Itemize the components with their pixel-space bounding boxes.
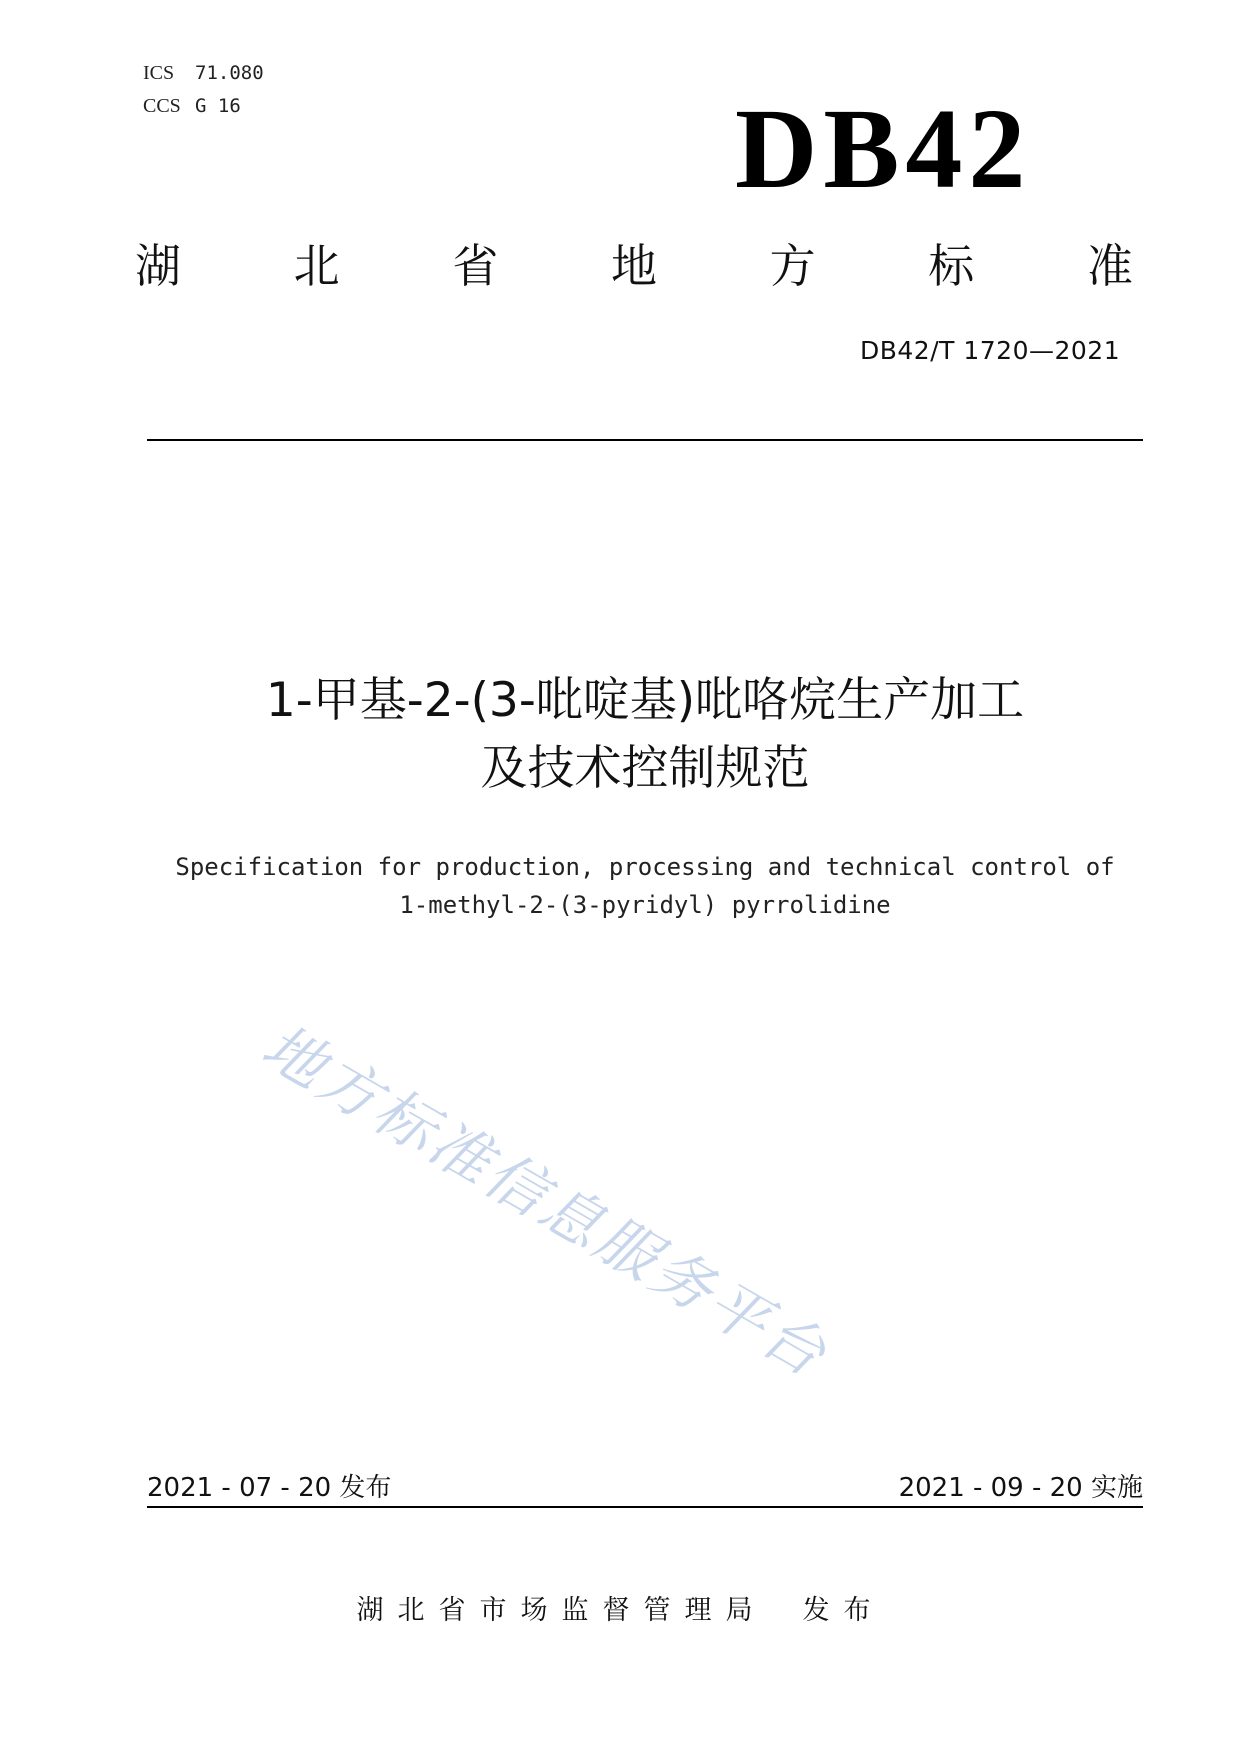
english-title-line-1: Specification for production, processing and technical control of xyxy=(175,853,1115,881)
db42-logo: DB42 xyxy=(735,85,1032,212)
standard-type-title xyxy=(135,236,1133,296)
title-char: 地 xyxy=(610,239,657,293)
issuer-line xyxy=(0,1588,1241,1627)
chinese-title xyxy=(100,667,1190,803)
english-title xyxy=(100,848,1190,924)
issue-date: 2021 - 07 - 20 发布 xyxy=(147,1473,392,1503)
ccs-value: G 16 xyxy=(195,95,241,117)
ics-value: 71.080 xyxy=(195,62,264,84)
ccs-label: CCS xyxy=(143,95,181,117)
title-char: 湖 xyxy=(135,239,181,293)
issuer-action: 发布 xyxy=(802,1595,885,1626)
title-char: 省 xyxy=(452,239,499,293)
ccs-line xyxy=(143,90,264,123)
classification-codes xyxy=(143,57,264,123)
chinese-title-line-2: 及技术控制规范 xyxy=(480,741,810,796)
top-divider xyxy=(147,439,1143,441)
english-title-line-2: 1-methyl-2-(3-pyridyl) pyrrolidine xyxy=(399,891,891,919)
title-char: 准 xyxy=(1086,239,1133,293)
chinese-title-line-1: 1-甲基-2-(3-吡啶基)吡咯烷生产加工 xyxy=(265,673,1025,728)
title-char: 标 xyxy=(928,239,975,293)
issuer-name: 湖北省市场监督管理局 xyxy=(356,1595,767,1626)
bottom-divider xyxy=(147,1506,1143,1508)
title-char: 方 xyxy=(769,239,816,293)
watermark: 地方标准信息服务平台 xyxy=(250,1011,840,1392)
ics-line xyxy=(143,57,264,90)
implementation-date: 2021 - 09 - 20 实施 xyxy=(898,1473,1143,1503)
standard-number: DB42/T 1720—2021 xyxy=(860,336,1121,365)
title-char: 北 xyxy=(293,239,340,293)
ics-label: ICS xyxy=(143,62,175,84)
